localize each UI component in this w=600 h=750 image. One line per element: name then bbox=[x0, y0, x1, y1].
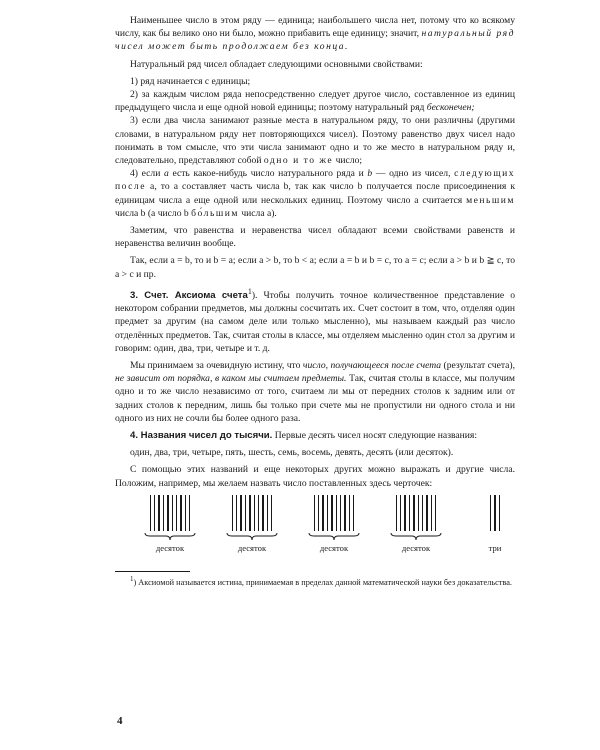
section-4: 4. Названия чисел до тысячи. Первые десять чисел носят следующие названия: bbox=[130, 430, 477, 442]
tally-marks bbox=[217, 495, 287, 531]
tally-mark bbox=[180, 495, 181, 531]
tally-mark bbox=[404, 495, 405, 531]
tally-mark bbox=[189, 495, 190, 531]
tally-group bbox=[135, 495, 205, 553]
property-4: 4) если a есть какое-нибудь число натурального ряда и b — одно из чисел, следующих после a, то a составляет часть числа b, так как число b получается после присоединения к единицам числа a еще одной или нескольких единиц. Поэтому число a считается меньшим числа b (а число b бо́льшим числа a). bbox=[115, 168, 516, 219]
tally-mark bbox=[422, 495, 423, 531]
tally-mark bbox=[185, 495, 186, 531]
tally-mark bbox=[336, 495, 337, 531]
property-1: 1) ряд начинается с единицы; bbox=[130, 75, 251, 87]
tally-mark bbox=[396, 495, 397, 531]
footnote-ref: 1 bbox=[247, 286, 252, 296]
page-number: 4 bbox=[117, 715, 123, 727]
paragraph-axiom: Мы принимаем за очевидную истину, что число, получающееся после счета (результат счета), не зависит от порядка, в каком мы считаем предметы. Так, считая столы в классе, мы получим одно и то же число независимо от того, считаем ли мы от передних столов к задним или от задних столов к передним, лишь бы только при счете мы не пропустили ни одного стола и ни одного из них не сочли бы более одного раза. bbox=[115, 360, 515, 424]
section-3: 3. Счет. Аксиома счета$^1$). Чтобы получить точное количественное представление о некотором собрании предметов, мы должны сосчитать их. Счет состоит в том, что, отделяя один предмет за другим (на самом деле или только мысленно), мы называем каждый раз число отделённых предметов. Так, считая столы в классе, мы отделяем мысленно один стол за другим и говорим: один, два, три, четыре и т. д. bbox=[115, 286, 516, 354]
tally-mark bbox=[400, 495, 401, 531]
tally-mark bbox=[314, 495, 315, 531]
tally-mark bbox=[340, 495, 341, 531]
tally-mark bbox=[167, 495, 168, 531]
property-3: 3) если два числа занимают разные места в натуральном ряду, то они различны (другими словами, в натуральном ряду нет повторяющихся чисел). Поэтому равенство двух чисел надо понимать в том смысле, что эти числа занимают одно и то же место в натуральном ряду и, следовательно, представляют собой одно и то же число; bbox=[115, 115, 515, 167]
tally-mark bbox=[172, 495, 173, 531]
paragraph-note: Заметим, что равенства и неравенства чисел обладают всеми свойствами равенств и неравенства величин вообще. bbox=[115, 225, 515, 250]
tally-mark bbox=[254, 495, 255, 531]
tally-mark bbox=[245, 495, 246, 531]
emphasis: натуральный ряд чисел может быть продолжаем без конца. bbox=[115, 28, 515, 53]
tally-mark bbox=[409, 495, 410, 531]
section-4-heading: 4. Названия чисел до тысячи. bbox=[130, 430, 273, 442]
tally-label: десяток bbox=[237, 542, 267, 553]
tally-mark bbox=[240, 495, 241, 531]
tally-mark bbox=[249, 495, 250, 531]
tally-marks bbox=[460, 495, 530, 531]
tally-mark bbox=[431, 495, 432, 531]
tally-mark bbox=[154, 495, 155, 531]
tally-label: десяток bbox=[155, 542, 185, 553]
paragraph-natural-series: Наименьшее число в этом ряду — единица; наибольшего числа нет, потому что ко всякому числу, как бы велико оно ни было, можно прибавить еще единицу; значит, натуральный ряд чисел может быть продолжаем без конца. bbox=[115, 15, 515, 53]
brace-icon bbox=[144, 532, 196, 541]
brace-icon bbox=[308, 532, 360, 541]
tally-mark bbox=[435, 495, 436, 531]
section-3-heading: 3. Счет. Аксиома счета bbox=[130, 290, 248, 302]
tally-mark bbox=[353, 495, 354, 531]
tally-mark bbox=[318, 495, 319, 531]
tally-mark bbox=[413, 495, 414, 531]
tally-mark bbox=[499, 495, 500, 531]
tally-mark bbox=[331, 495, 332, 531]
brace-icon bbox=[390, 532, 442, 541]
tally-mark bbox=[258, 495, 259, 531]
property-2: 2) за каждым числом ряда непосредственно следует другое число, составленное из единиц предыдущего числа и еще одной новой единицы; поэтому натуральный ряд бесконечен; bbox=[115, 89, 515, 114]
tally-mark bbox=[262, 495, 263, 531]
footnote: $^1$) Аксиомой называется истина, принимаемая в пределах данной математической науки без доказательства. bbox=[130, 575, 512, 587]
tally-mark bbox=[163, 495, 164, 531]
tally-mark bbox=[344, 495, 345, 531]
paragraph-counting-marks: С помощью этих названий и еще некоторых других можно выражать и другие числа. Положим, например, мы желаем назвать число поставленных здесь черточек: bbox=[115, 464, 515, 489]
tally-mark bbox=[418, 495, 419, 531]
tally-marks bbox=[135, 495, 205, 531]
tally-label: три bbox=[488, 542, 502, 553]
paragraph-properties-intro: Натуральный ряд чисел обладает следующими основными свойствами: bbox=[130, 58, 423, 70]
tally-mark bbox=[490, 495, 491, 531]
tally-mark bbox=[349, 495, 350, 531]
tally-mark bbox=[232, 495, 233, 531]
tally-mark bbox=[322, 495, 323, 531]
tally-mark bbox=[150, 495, 151, 531]
tally-mark bbox=[494, 495, 495, 531]
tally-mark bbox=[158, 495, 159, 531]
tally-mark bbox=[271, 495, 272, 531]
tally-group bbox=[217, 495, 287, 553]
brace-icon bbox=[226, 532, 278, 541]
tally-mark bbox=[267, 495, 268, 531]
tally-group bbox=[381, 495, 451, 553]
tally-mark bbox=[176, 495, 177, 531]
tally-group bbox=[299, 495, 369, 553]
paragraph-number-names: один, два, три, четыре, пять, шесть, семь, восемь, девять, десять (или десяток). bbox=[130, 447, 454, 459]
tally-mark bbox=[327, 495, 328, 531]
tally-marks bbox=[299, 495, 369, 531]
tally-group bbox=[460, 495, 530, 553]
paragraph-examples: Так, если a = b, то и b = a; если a > b, то b < a; если a = b и b = c, то a = c; если a > b и b ≧ c, то a > c и пр. bbox=[115, 255, 515, 280]
tally-marks bbox=[381, 495, 451, 531]
tally-mark bbox=[426, 495, 427, 531]
tally-mark bbox=[236, 495, 237, 531]
tally-label: десяток bbox=[401, 542, 431, 553]
footnote-rule bbox=[115, 571, 190, 572]
tally-label: десяток bbox=[319, 542, 349, 553]
tally-figure bbox=[115, 495, 515, 567]
text-column bbox=[115, 14, 515, 588]
